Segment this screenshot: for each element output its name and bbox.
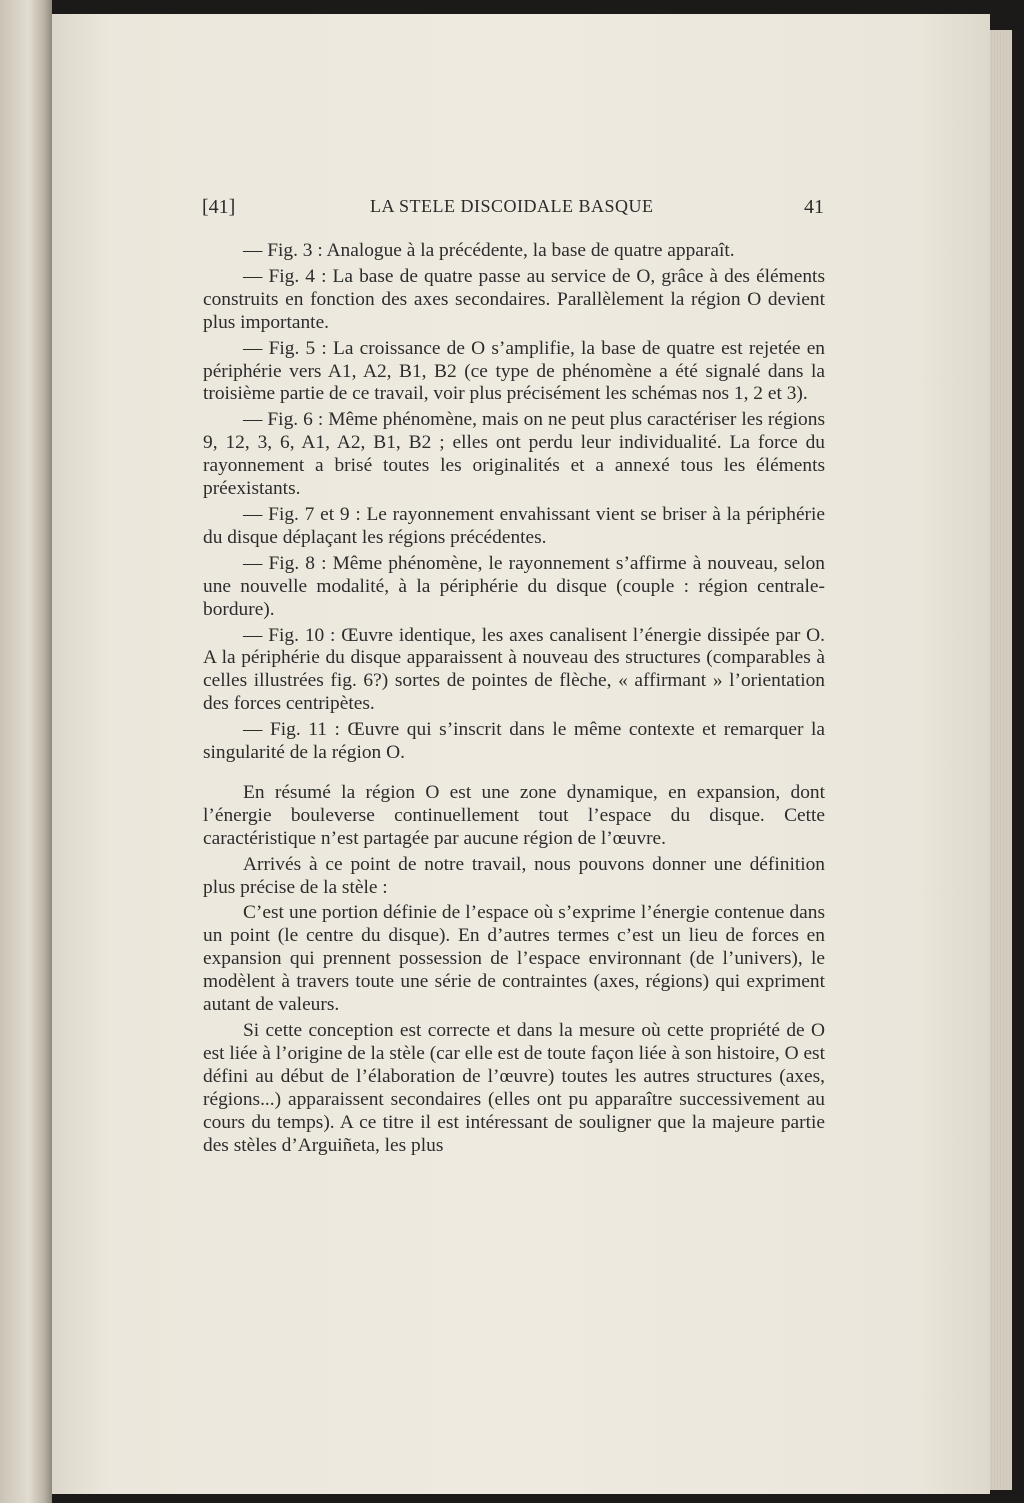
paragraph: — Fig. 8 : Même phénomène, le rayonnement s’affirme à nouveau, selon une nouvelle modalité, à la périphérie du disque (couple : région centrale-bordure). — [203, 552, 825, 620]
paragraph: — Fig. 3 : Analogue à la précédente, la base de quatre apparaît. — [243, 240, 735, 261]
book-spine — [0, 0, 52, 1503]
running-header — [202, 196, 824, 222]
page-edges — [990, 30, 1012, 1490]
paragraph: — Fig. 11 : Œuvre qui s’inscrit dans le même contexte et remarquer la singularité de la région O. — [203, 719, 825, 764]
paragraph: — Fig. 10 : Œuvre identique, les axes canalisent l’énergie dissipée par O. A la périphérie du disque apparaissent à nouveau des structures (comparables à celles illustrées fig. 6?) sortes de pointes de flèche, « affirmant » l’orientation des forces centripètes. — [203, 624, 825, 715]
body-text — [203, 240, 825, 1160]
paragraph: — Fig. 5 : La croissance de O s’amplifie, la base de quatre est rejetée en périphérie vers A1, A2, B1, B2 (ce type de phénomène a été signalé dans la troisième partie de ce travail, voir plus précisément les schémas nos 1, 2 et 3). — [203, 337, 825, 405]
paragraph: — Fig. 6 : Même phénomène, mais on ne peut plus caractériser les régions 9, 12, 3, 6, A1, A2, B1, B2 ; elles ont perdu leur individualité. La force du rayonnement a brisé toutes les originalités et a annexé tous les éléments préexistants. — [203, 409, 825, 500]
paragraph: Arrivés à ce point de notre travail, nous pouvons donner une définition plus précise de la stèle : — [203, 853, 825, 898]
paragraph: — Fig. 4 : La base de quatre passe au service de O, grâce à des éléments construits en fonction des axes secondaires. Parallèlement la région O devient plus importante. — [203, 265, 825, 333]
page-number: 41 — [804, 196, 824, 218]
header-title: LA STELE DISCOIDALE BASQUE — [370, 196, 654, 216]
paragraph: C’est une portion définie de l’espace où s’exprime l’énergie contenue dans un point (le centre du disque). En d’autres termes c’est un lieu de forces en expansion qui prennent possession de l’espace environnant (de l’univers), le modèlent à travers toute une série de contraintes (axes, régions) qui expriment autant de valeurs. — [203, 902, 825, 1016]
header-bracket-number: [41] — [202, 196, 236, 218]
paragraph: — Fig. 7 et 9 : Le rayonnement envahissant vient se briser à la périphérie du disque déplaçant les régions précédentes. — [203, 503, 825, 548]
paragraph: En résumé la région O est une zone dynamique, en expansion, dont l’énergie bouleverse continuellement tout l’espace du disque. Cette caractéristique n’est partagée par aucune région de l’œuvre. — [203, 781, 825, 849]
paragraph: Si cette conception est correcte et dans la mesure où cette propriété de O est liée à l’origine de la stèle (car elle est de toute façon liée à son histoire, O est défini au début de l’élaboration de l’œuvre) toutes les autres structures (axes, régions...) apparaissent secondaires (elles ont pu apparaître successivement au cours du temps). A ce titre il est intéressant de souligner que la majeure partie des stèles d’Arguiñeta, les plus — [203, 1020, 825, 1156]
